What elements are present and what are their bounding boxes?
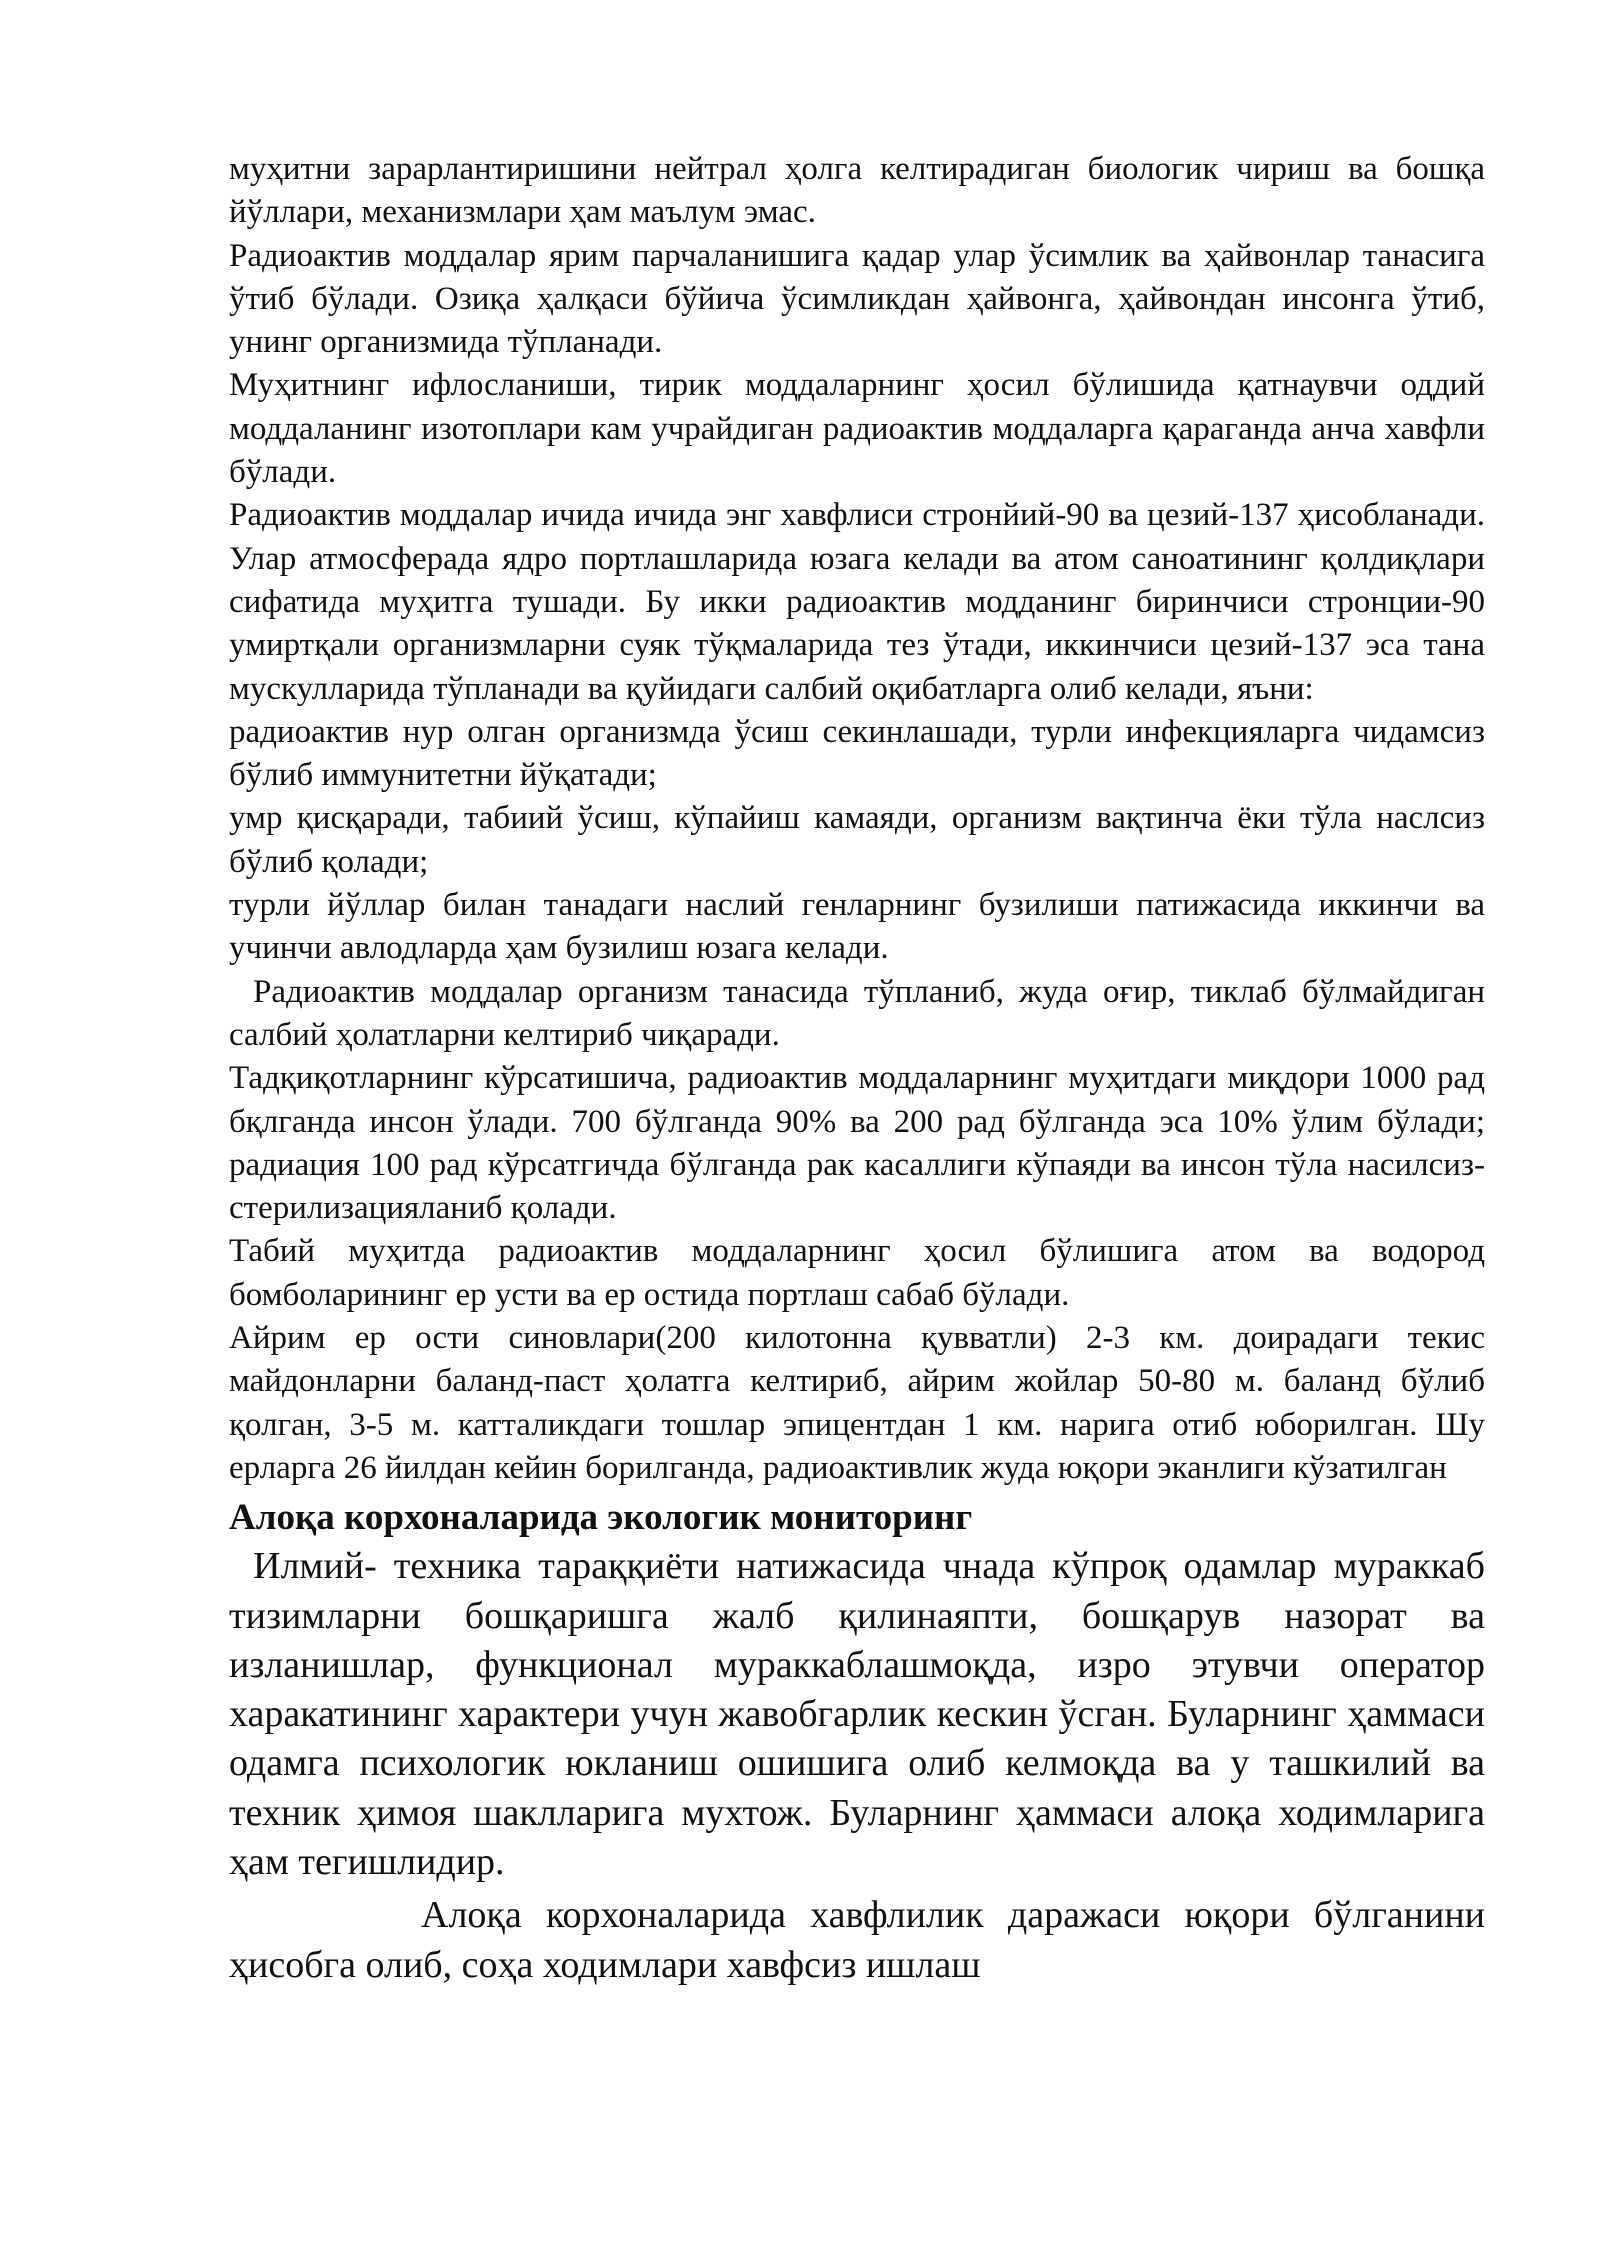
paragraph: Муҳитнинг ифлосланиши, тирик моддаларнинг ҳосил бўлишида қатнаувчи оддий моддаланинг изотоплари кам учрайдиган радиоактив моддаларга қараганда анча хавфли бўлади.	[229, 367, 1485, 491]
paragraph: муҳитни зарарлантиришини нейтрал ҳолга келтирадиган биологик чириш ва бошқа йўллари, механизмлари ҳам маълум эмас.	[229, 151, 1485, 231]
paragraph: радиоактив нур олган организмда ўсиш секинлашади, турли инфекцияларга чидамсиз бўлиб иммунитетни йўқатади;	[229, 713, 1485, 794]
document-page	[229, 148, 1485, 1990]
paragraph: умр қисқаради, табиий ўсиш, кўпайиш камаяди, организм вақтинча ёки тўла наслсиз бўлиб қолади;	[229, 800, 1485, 880]
paragraph: Илмий- техника тараққиёти натижасида чнада кўпроқ одамлар мураккаб тизимларни бошқаришга жалб қилинаяпти, бошқарув назорат ва изланишлар, функционал мураккаблашмоқда, изро этувчи оператор харакатининг характери учун жавобгарлик кескин ўсган. Буларнинг ҳаммаси одамга психологик юкланиш ошишига олиб келмоқда ва у ташкилий ва техник ҳимоя шаклларига мухтож. Буларнинг ҳаммаси алоқа ходимларига ҳам тегишлидир.	[229, 1545, 1485, 1883]
paragraph: Радиоактив моддалар организм танасида тўпланиб, жуда оғир, тиклаб бўлмайдиган салбий ҳолатларни келтириб чиқаради.	[229, 973, 1485, 1053]
paragraph: Тадқиқотларнинг кўрсатишича, радиоактив моддаларнинг муҳитдаги миқдори 1000 рад бқлганда инсон ўлади. 700 бўлганда 90% ва 200 рад бўлганда эса 10% ўлим бўлади; радиация 100 рад кўрсатгичда бўлганда рак касаллиги кўпаяди ва инсон тўла насилсиз-стерилизацияланиб қолади.	[229, 1060, 1485, 1227]
paragraph: Табий муҳитда радиоактив моддаларнинг ҳосил бўлишига атом ва водород бомболарининг ер усти ва ер остида портлаш сабаб бўлади.	[229, 1233, 1485, 1313]
paragraph: Айрим ер ости синовлари(200 килотонна қувватли) 2-3 км. доирадаги текис майдонларни баланд-паст ҳолатга келтириб, айрим жойлар 50-80 м. баланд бўлиб қолган, 3-5 м. катталикдаги тошлар эпицентдан 1 км. нарига отиб юборилган. Шу ерларга 26 йилдан кейин борилганда, радиоактивлик жуда юқори эканлиги кўзатилган	[229, 1320, 1485, 1486]
body-text-large	[229, 1542, 1485, 1990]
paragraph: турли йўллар билан танадаги наслий генларнинг бузилиши патижасида иккинчи ва учинчи авлодларда ҳам бузилиш юзага келади.	[229, 887, 1485, 967]
section-heading: Алоқа корхоналарида экологик мониторинг	[229, 1497, 973, 1539]
body-text-small	[229, 148, 1485, 1490]
paragraph: Алоқа корхоналарида хавфлилик даражаси юқори бўлганини ҳисобга олиб, соҳа ходимлари хавфсиз ишлаш	[229, 1894, 1485, 1986]
paragraph: Радиоактив моддалар ярим парчаланишига қадар улар ўсимлик ва ҳайвонлар танасига ўтиб бўлади. Озиқа ҳалқаси бўйича ўсимликдан ҳайвонга, ҳайвондан инсонга ўтиб, унинг организмида тўпланади.	[229, 237, 1485, 361]
paragraph: Радиоактив моддалар ичида ичида энг хавфлиси стронйий-90 ва цезий-137 ҳисобланади. Улар атмосферада ядро портлашларида юзага келади ва атом саноатининг қолдиқлари сифатида муҳитга тушади. Бу икки радиоактив модданинг биринчиси стронции-90 умиртқали организмларни суяк тўқмаларида тез ўтади, иккинчиси цезий-137 эса тана мускулларида тўпланади ва қуйидаги салбий оқибатларга олиб келади, яъни:	[229, 497, 1485, 707]
